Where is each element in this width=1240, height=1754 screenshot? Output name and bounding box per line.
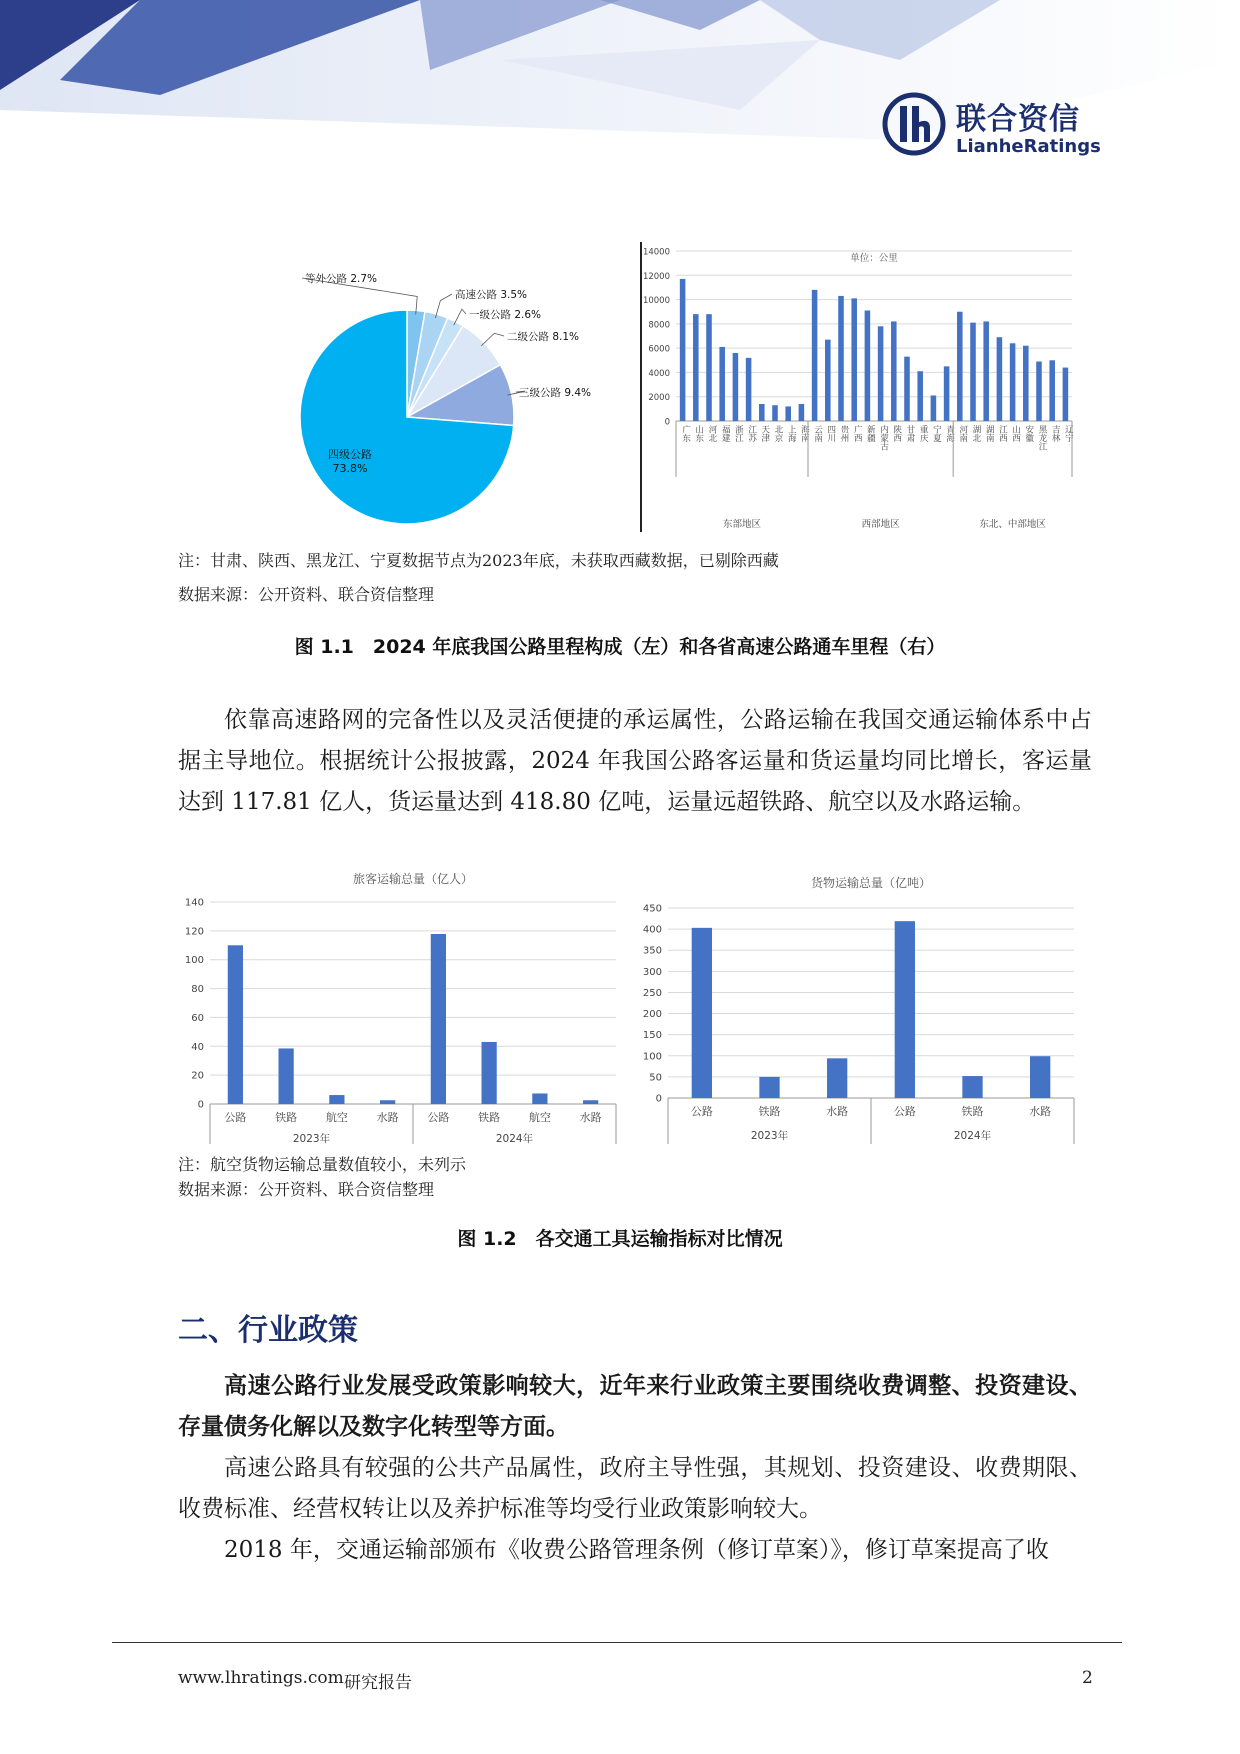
bar-12 xyxy=(838,296,844,421)
bar-7 xyxy=(772,405,778,421)
bar-6 xyxy=(759,404,765,421)
x-tick-label: 黑龙江 xyxy=(1037,425,1047,451)
y-tick-label: 0 xyxy=(655,1093,662,1105)
bar-6 xyxy=(532,1093,547,1104)
x-tick-label: 公路 xyxy=(690,1105,713,1118)
bar-16 xyxy=(891,321,897,421)
bar-19 xyxy=(931,396,937,422)
bar-3 xyxy=(895,921,915,1098)
bar-22 xyxy=(970,323,976,421)
bar-15 xyxy=(878,326,884,421)
bar-2 xyxy=(329,1095,344,1104)
figure1-caption: 图 1.1 2024 年底我国公路里程构成（左）和各省高速公路通车里程（右） xyxy=(294,636,946,658)
figure2-caption: 图 1.2 各交通工具运输指标对比情况 xyxy=(457,1228,783,1250)
y-tick-label: 300 xyxy=(642,966,662,978)
bar-5 xyxy=(746,358,752,421)
footer-website-link[interactable]: www.lhratings.com xyxy=(178,1668,344,1688)
x-tick-label: 航空 xyxy=(528,1111,551,1124)
x-tick-label: 山东 xyxy=(693,425,704,442)
bar-18 xyxy=(917,371,923,421)
bar-3 xyxy=(380,1100,395,1104)
pie-label-1: 高速公路 3.5% xyxy=(455,289,528,301)
bar-1 xyxy=(759,1077,779,1098)
brand-logo xyxy=(882,92,1102,160)
y-tick-label: 100 xyxy=(642,1051,662,1063)
y-tick-label: 60 xyxy=(191,1012,204,1024)
x-tick-label: 铁路 xyxy=(275,1111,298,1124)
x-tick-label: 内蒙古 xyxy=(878,425,889,451)
bar-24 xyxy=(997,337,1003,421)
chart-unit-label: 单位：公里 xyxy=(850,253,898,264)
x-tick-label: 上海 xyxy=(786,425,797,442)
bar-0 xyxy=(228,945,243,1104)
chart-title: 货物运输总量（亿吨） xyxy=(810,876,932,890)
x-tick-label: 浙江 xyxy=(733,425,744,442)
x-tick-label: 青海 xyxy=(944,425,955,442)
figure2-note: 注：航空货物运输总量数值较小，未列示 xyxy=(178,1155,467,1174)
bar-23 xyxy=(983,321,989,421)
pie-label-3: 二级公路 8.1% xyxy=(507,331,580,343)
x-tick-label: 河北 xyxy=(707,425,717,442)
pie-label-2: 一级公路 2.6% xyxy=(469,309,542,321)
footer-divider xyxy=(112,1642,1122,1643)
x-tick-label: 水路 xyxy=(1029,1105,1052,1118)
bar-14 xyxy=(865,311,871,422)
bar-9 xyxy=(799,404,805,421)
x-tick-label: 铁路 xyxy=(961,1105,984,1118)
body-paragraph-transport: 依靠高速路网的完备性以及灵活便捷的承运属性，公路运输在我国交通运输体系中占据主导地位。根据统计公报披露，2024 年我国公路客运量和货运量均同比增长，客运量达到 117.81 亿人，货运量达到 418.80 亿吨，运量远超铁路、航空以及水路运输。 xyxy=(178,707,1092,815)
y-tick-label: 4000 xyxy=(648,368,670,379)
footer-doc-type: 研究报告 xyxy=(344,1673,412,1693)
x-tick-label: 广东 xyxy=(680,425,691,442)
x-tick-label: 水路 xyxy=(826,1105,849,1118)
bar-4 xyxy=(733,353,739,421)
policy-paragraph-2: 2018 年，交通运输部颁布《收费公路管理条例（修订草案）》，修订草案提高了收 xyxy=(224,1537,1049,1563)
lianhe-logo-icon xyxy=(882,92,946,156)
x-tick-label: 江西 xyxy=(997,425,1008,442)
pie-label-4: 三级公路 9.4% xyxy=(519,387,592,399)
x-tick-label: 湖北 xyxy=(971,425,981,442)
y-tick-label: 14000 xyxy=(642,247,670,258)
x-tick-label: 公路 xyxy=(893,1105,916,1118)
y-tick-label: 12000 xyxy=(642,271,670,282)
y-tick-label: 200 xyxy=(642,1009,662,1021)
y-tick-label: 140 xyxy=(184,897,204,909)
bar-8 xyxy=(785,406,791,421)
x-tick-label: 四川 xyxy=(825,425,836,442)
bar-0 xyxy=(692,928,712,1098)
bar-17 xyxy=(904,357,910,421)
x-tick-label: 宁夏 xyxy=(931,425,942,442)
y-tick-label: 450 xyxy=(642,903,662,915)
y-tick-label: 80 xyxy=(191,984,204,996)
bar-20 xyxy=(944,366,950,421)
x-tick-label: 云南 xyxy=(812,425,823,442)
bar-0 xyxy=(680,279,686,421)
x-tick-label: 湖南 xyxy=(984,425,995,442)
y-tick-label: 2000 xyxy=(648,393,670,404)
bar-25 xyxy=(1010,343,1016,421)
x-tick-label: 安徽 xyxy=(1023,425,1034,442)
group-label-0: 东部地区 xyxy=(722,519,762,530)
policy-summary-paragraph: 高速公路行业发展受政策影响较大，近年来行业政策主要围绕收费调整、投资建设、存量债务化解以及数字化转型等方面。 xyxy=(178,1373,1092,1440)
x-tick-label: 江苏 xyxy=(746,425,757,442)
x-tick-label: 公路 xyxy=(427,1111,450,1124)
group-label-1: 2024年 xyxy=(953,1130,992,1142)
bar-1 xyxy=(279,1048,294,1104)
bar-13 xyxy=(851,298,857,421)
bar-21 xyxy=(957,312,963,421)
y-tick-label: 10000 xyxy=(642,296,670,307)
x-tick-label: 水路 xyxy=(579,1111,602,1124)
y-tick-label: 100 xyxy=(184,955,204,967)
y-tick-label: 350 xyxy=(642,945,662,957)
x-tick-label: 水路 xyxy=(376,1111,399,1124)
bar-4 xyxy=(431,934,446,1104)
pie-label-main-pct: 73.8% xyxy=(332,462,368,475)
group-label-1: 2024年 xyxy=(495,1133,534,1145)
bar-7 xyxy=(583,1100,598,1104)
group-label-0: 2023年 xyxy=(750,1130,789,1142)
y-tick-label: 400 xyxy=(642,924,662,936)
bar-10 xyxy=(812,290,818,421)
chart-title: 旅客运输总量（亿人） xyxy=(352,872,474,886)
y-tick-label: 20 xyxy=(191,1070,204,1082)
x-tick-label: 广西 xyxy=(852,425,863,442)
figure1-source: 数据来源：公开资料、联合资信整理 xyxy=(178,585,435,604)
pie-label-0: 等外公路 2.7% xyxy=(305,273,378,285)
page-number: 2 xyxy=(1082,1668,1093,1688)
brand-name-cn: 联合资信 xyxy=(956,102,1080,137)
x-tick-label: 铁路 xyxy=(758,1105,781,1118)
freight-volume-bar-chart xyxy=(630,866,1078,1148)
x-tick-label: 海南 xyxy=(799,425,810,442)
x-tick-label: 天津 xyxy=(759,425,770,442)
bar-2 xyxy=(706,314,712,421)
x-tick-label: 重庆 xyxy=(918,425,929,442)
x-tick-label: 航空 xyxy=(325,1111,348,1124)
pie-label-main: 四级公路 xyxy=(328,448,372,461)
bar-26 xyxy=(1023,346,1029,421)
bar-1 xyxy=(693,314,699,421)
road-mileage-pie-chart xyxy=(285,262,630,532)
y-tick-label: 40 xyxy=(191,1041,204,1053)
group-label-2: 东北、中部地区 xyxy=(979,519,1046,530)
y-tick-label: 6000 xyxy=(648,344,670,355)
y-tick-label: 0 xyxy=(664,417,670,428)
passenger-volume-bar-chart xyxy=(176,866,620,1148)
x-tick-label: 甘肃 xyxy=(905,425,915,442)
bar-27 xyxy=(1036,362,1042,422)
y-tick-label: 150 xyxy=(642,1030,662,1042)
y-tick-label: 50 xyxy=(649,1072,662,1084)
group-label-1: 西部地区 xyxy=(861,519,900,530)
x-tick-label: 辽宁 xyxy=(1063,425,1074,442)
bar-5 xyxy=(482,1042,497,1104)
bar-29 xyxy=(1063,368,1069,421)
y-tick-label: 0 xyxy=(197,1099,204,1111)
bar-28 xyxy=(1049,360,1055,421)
y-tick-label: 250 xyxy=(642,987,662,999)
x-tick-label: 吉林 xyxy=(1050,425,1061,442)
policy-paragraph-1: 高速公路具有较强的公共产品属性，政府主导性强，其规划、投资建设、收费期限、收费标准、经营权转让以及养护标准等均受行业政策影响较大。 xyxy=(178,1455,1092,1522)
expressway-mileage-bar-chart xyxy=(642,245,1080,535)
brand-name-en: LianheRatings xyxy=(956,136,1101,157)
y-tick-label: 120 xyxy=(184,926,204,938)
x-tick-label: 公路 xyxy=(224,1111,247,1124)
x-tick-label: 河南 xyxy=(957,425,968,442)
x-tick-label: 北京 xyxy=(773,425,783,442)
x-tick-label: 铁路 xyxy=(478,1111,501,1124)
x-tick-label: 山西 xyxy=(1010,425,1021,442)
bar-3 xyxy=(719,347,725,421)
section-heading-policy: 二、行业政策 xyxy=(178,1313,358,1348)
y-tick-label: 8000 xyxy=(648,320,670,331)
x-tick-label: 福建 xyxy=(720,425,731,442)
bar-11 xyxy=(825,340,831,421)
group-label-0: 2023年 xyxy=(292,1133,331,1145)
bar-2 xyxy=(827,1058,847,1098)
x-tick-label: 新疆 xyxy=(865,425,876,442)
bar-5 xyxy=(1030,1056,1050,1098)
figure1-note: 注：甘肃、陕西、黑龙江、宁夏数据节点为2023年底，未获取西藏数据，已剔除西藏 xyxy=(178,551,779,570)
x-tick-label: 贵州 xyxy=(839,425,849,442)
figure2-source: 数据来源：公开资料、联合资信整理 xyxy=(178,1180,435,1199)
bar-4 xyxy=(962,1076,982,1098)
x-tick-label: 陕西 xyxy=(891,425,902,442)
